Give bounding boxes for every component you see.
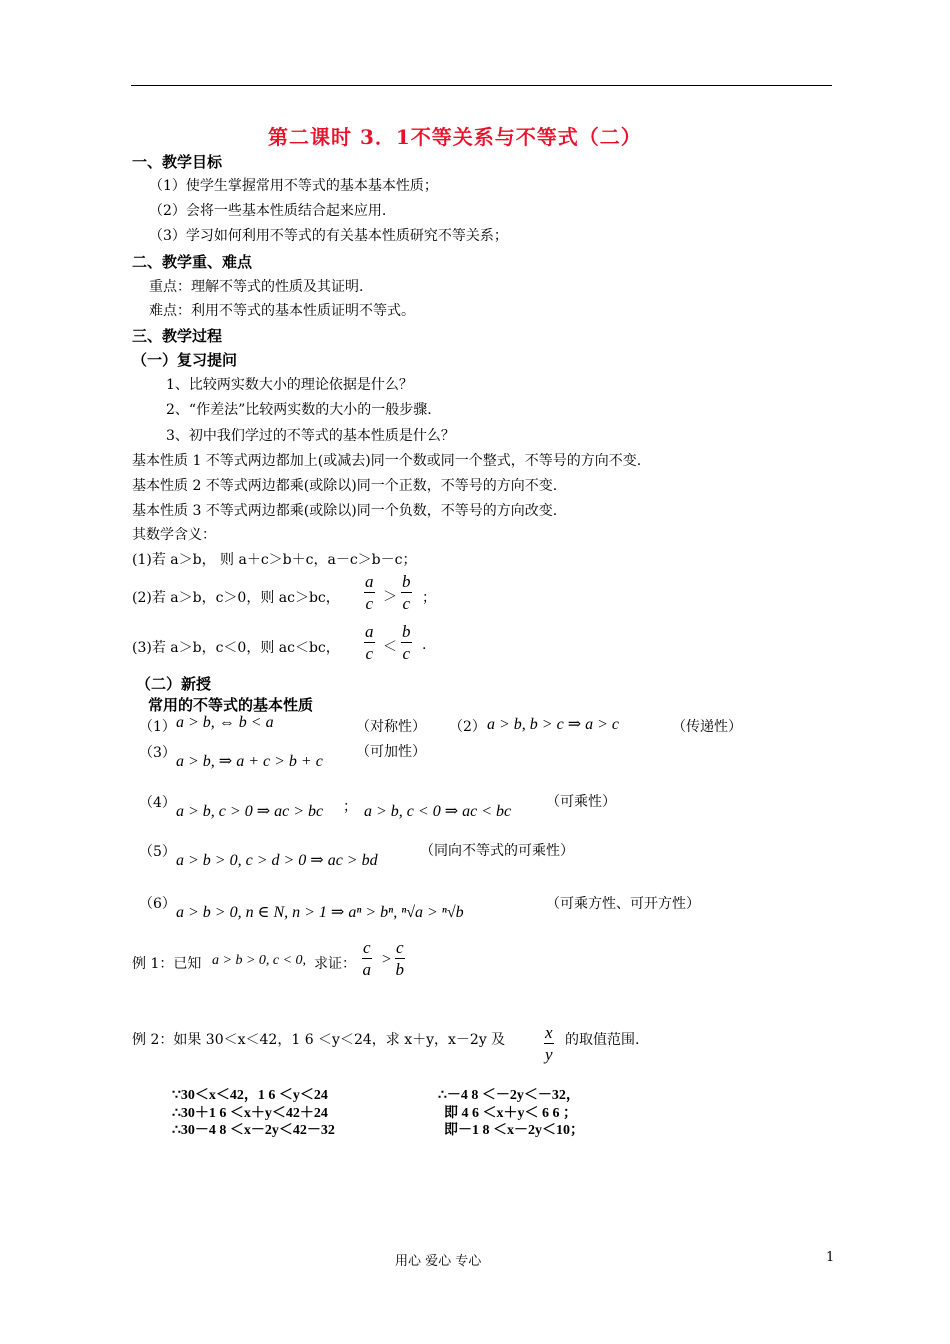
property-number: （6） — [139, 896, 176, 912]
basic-property: 基本性质 1 不等式两边都加上(或减去)同一个数或同一个整式，不等号的方向不变. — [132, 453, 642, 469]
property-number: （3） — [139, 745, 176, 761]
example-2-text: 例 2：如果 30＜x＜42，1 6 ＜y＜24，求 x＋y，x－2y 及 — [132, 1032, 506, 1048]
meaning-label: 其数学含义： — [132, 527, 216, 543]
solution-step: ∴－4 8 ＜－2y＜－32， — [438, 1088, 580, 1103]
page-title: 第二课时 3．1不等关系与不等式（二） — [268, 125, 642, 149]
separator: ； — [343, 799, 357, 815]
goal-item: （1）使学生掌握常用不等式的基本基本性质； — [149, 178, 438, 194]
fraction-a-over-c: $\frac{a}{c}$ — [365, 622, 374, 663]
period: . — [422, 637, 427, 653]
property-number: （5） — [139, 844, 176, 860]
property-number: （1） — [139, 719, 176, 735]
property-number: （4） — [139, 795, 176, 811]
difficulty-point: 难点：利用不等式的基本性质证明不等式。 — [149, 303, 415, 319]
meaning-line-2: (2)若 a＞b，c＞0，则 ac＞bc， — [132, 590, 340, 606]
property-transitive: a > b, b > c ⇒ a > c — [487, 716, 619, 733]
fraction-b-over-c: $\frac{b}{c}$ — [402, 572, 411, 613]
review-question: 3、初中我们学过的不等式的基本性质是什么？ — [166, 428, 455, 444]
fraction-c-over-b: $\frac{c}{b}$ — [395, 938, 405, 979]
solution-step: 即－1 8 ＜x－2y＜10； — [444, 1123, 584, 1138]
fraction-a-over-c: $\frac{a}{c}$ — [365, 572, 374, 613]
property-additive: a > b, ⇒ a + c > b + c — [176, 753, 323, 770]
fraction-c-over-a: $\frac{c}{a}$ — [362, 938, 372, 979]
semicolon: ； — [422, 590, 436, 606]
properties-subtitle: 常用的不等式的基本性质 — [148, 696, 314, 714]
greater-sign: > — [381, 951, 392, 968]
section-heading-keypoints: 二、教学重、难点 — [132, 253, 253, 271]
greater-sign: ＞ — [383, 589, 397, 605]
section-heading-process: 三、教学过程 — [132, 327, 223, 345]
solution-step: ∴30＋1 6 ＜x＋y＜42＋24 — [172, 1106, 328, 1121]
solution-step: ∴30－4 8 ＜x－2y＜42－32 — [172, 1123, 335, 1138]
example-1-prove: 求证： — [314, 956, 356, 972]
fraction-b-over-c: $\frac{b}{c}$ — [402, 622, 411, 663]
fraction-x-over-y: $\frac{x}{y}$ — [545, 1023, 553, 1064]
property-note: （对称性） — [356, 719, 426, 735]
property-note: （可乘性） — [546, 794, 616, 810]
property-symmetry: a > b, ⇔ b < a — [176, 714, 274, 731]
example-2-tail: 的取值范围. — [565, 1032, 640, 1048]
review-question: 2、“作差法”比较两实数的大小的一般步骤. — [166, 402, 432, 418]
meaning-line-3: (3)若 a＞b，c＜0，则 ac＜bc， — [132, 640, 340, 656]
property-number: （2） — [449, 719, 486, 735]
section-heading-goals: 一、教学目标 — [132, 153, 223, 171]
example-1-condition: a > b > 0, c < 0, — [212, 953, 307, 968]
goal-item: （3）学习如何利用不等式的有关基本性质研究不等关系； — [149, 228, 508, 244]
subsection-new: （二）新授 — [136, 675, 212, 693]
footer-motto: 用心 爱心 专心 — [395, 1254, 482, 1269]
header-rule — [131, 85, 832, 86]
property-multiplicative-neg: a > b, c < 0 ⇒ ac < bc — [364, 803, 512, 820]
subsection-review: （一）复习提问 — [132, 351, 238, 369]
property-same-direction: a > b > 0, c > d > 0 ⇒ ac > bd — [176, 852, 378, 869]
meaning-line-1: (1)若 a＞b， 则 a＋c＞b＋c，a－c＞b－c； — [132, 552, 417, 568]
property-multiplicative-pos: a > b, c > 0 ⇒ ac > bc — [176, 803, 324, 820]
less-sign: ＜ — [383, 639, 397, 655]
review-question: 1、比较两实数大小的理论依据是什么？ — [166, 377, 413, 393]
goal-item: （2）会将一些基本性质结合起来应用. — [149, 203, 387, 219]
property-note: （传递性） — [672, 719, 742, 735]
basic-property: 基本性质 3 不等式两边都乘(或除以)同一个负数，不等号的方向改变. — [132, 503, 558, 519]
property-note: （同向不等式的可乘性） — [420, 843, 574, 859]
solution-step: 即 4 6 ＜x＋y＜ 6 6 ； — [444, 1106, 577, 1121]
solution-step: ∵30＜x＜42，1 6 ＜y＜24 — [172, 1088, 328, 1103]
property-note: （可加性） — [356, 744, 426, 760]
basic-property: 基本性质 2 不等式两边都乘(或除以)同一个正数，不等号的方向不变. — [132, 478, 558, 494]
property-power-root: a > b > 0, n ∈ N, n > 1 ⇒ aⁿ > bⁿ, ⁿ√a > ⁿ√b — [176, 904, 464, 921]
page-number: 1 — [826, 1250, 835, 1265]
property-note: （可乘方性、可开方性） — [546, 896, 700, 912]
example-1-label: 例 1：已知 — [132, 956, 202, 972]
key-point: 重点：理解不等式的性质及其证明. — [149, 279, 364, 295]
